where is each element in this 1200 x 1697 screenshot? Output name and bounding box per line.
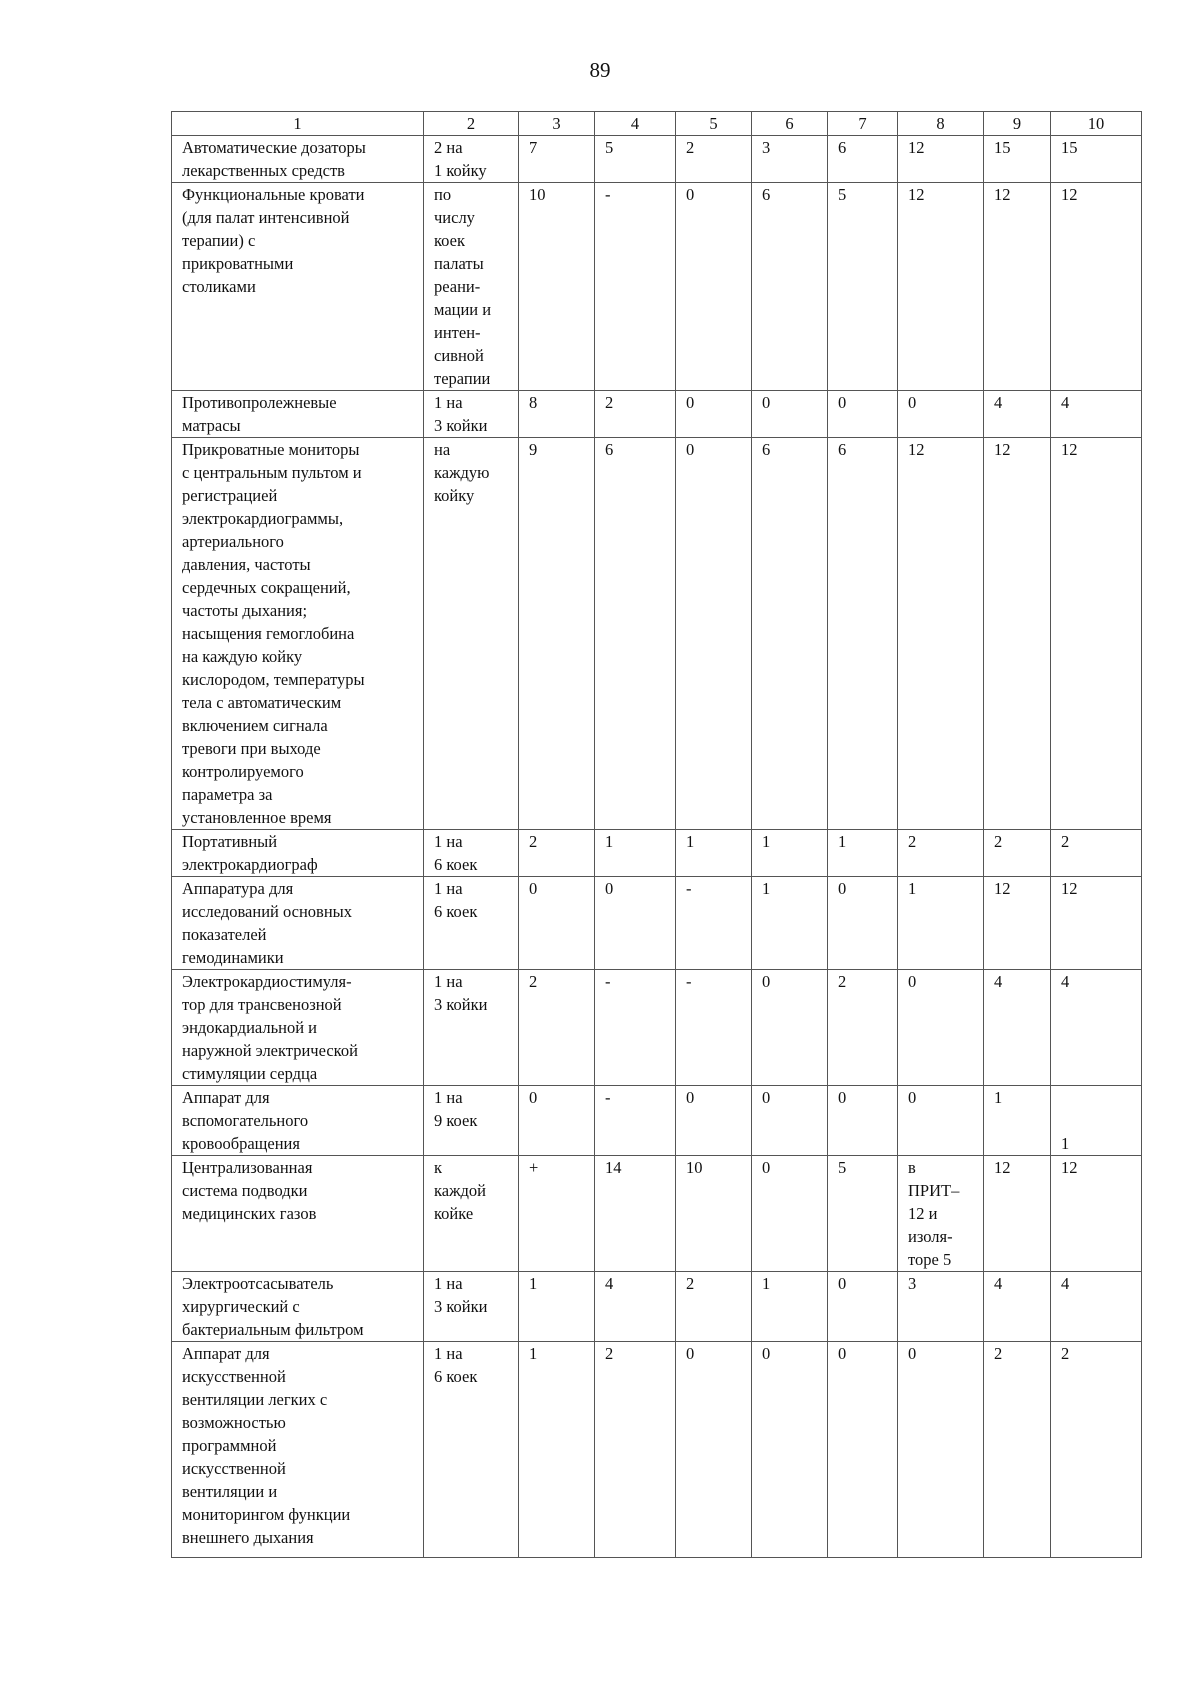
value-cell-col-7: 6: [828, 136, 898, 183]
column-header-1: 1: [172, 112, 424, 136]
value-cell-col-10: 2: [1051, 1342, 1142, 1558]
value-cell-col-5: 10: [676, 1156, 752, 1272]
equipment-name: Аппарат для вспомогательного кровообращения: [172, 1086, 424, 1156]
column-header-8: 8: [898, 112, 984, 136]
table-row: [172, 1342, 1142, 1558]
value-cell-col-7: 6: [828, 438, 898, 830]
table-row: [172, 391, 1142, 438]
equipment-name: Портативный электрокардиограф: [172, 830, 424, 877]
value-cell-col-6: 1: [752, 830, 828, 877]
equipment-norm: 1 на 6 коек: [424, 1342, 519, 1558]
value-cell-col-6: 1: [752, 1272, 828, 1342]
value-cell-col-8: 3: [898, 1272, 984, 1342]
equipment-name: Аппаратура для исследований основных показателей гемодинамики: [172, 877, 424, 970]
value-cell-col-5: 0: [676, 438, 752, 830]
value-cell-col-3: 0: [519, 877, 595, 970]
value-cell-col-8: 12: [898, 183, 984, 391]
equipment-norm: 2 на 1 койку: [424, 136, 519, 183]
value-cell-col-6: 0: [752, 1342, 828, 1558]
value-cell-col-4: -: [595, 183, 676, 391]
value-cell-col-6: 6: [752, 183, 828, 391]
equipment-norm: 1 на 6 коек: [424, 877, 519, 970]
value-cell-col-8: 12: [898, 438, 984, 830]
column-header-4: 4: [595, 112, 676, 136]
value-cell-col-9: 12: [984, 183, 1051, 391]
table-row: [172, 830, 1142, 877]
table-row: [172, 1086, 1142, 1156]
value-cell-col-7: 2: [828, 970, 898, 1086]
equipment-name: Электрокардиостимуля- тор для трансвенозной эндокардиальной и наружной электрической стимуляции сердца: [172, 970, 424, 1086]
table-row: [172, 136, 1142, 183]
value-cell-col-7: 1: [828, 830, 898, 877]
value-cell-col-5: 2: [676, 1272, 752, 1342]
value-cell-col-3: 10: [519, 183, 595, 391]
column-header-6: 6: [752, 112, 828, 136]
value-cell-col-6: 0: [752, 1156, 828, 1272]
value-cell-col-8: 0: [898, 970, 984, 1086]
value-cell-col-9: 1: [984, 1086, 1051, 1156]
value-cell-col-3: 7: [519, 136, 595, 183]
value-cell-col-3: 1: [519, 1272, 595, 1342]
equipment-name: Прикроватные мониторы с центральным пультом и регистрацией электрокардиограммы, артериального давления, частоты сердечных сокращений, частоты дыхания; насыщения гемоглобина на каждую койку кислородом, температуры тела с автоматическим включением сигнала тревоги при выходе контролируемого параметра за установленное время: [172, 438, 424, 830]
value-cell-col-8: 0: [898, 1086, 984, 1156]
table-row: [172, 438, 1142, 830]
column-header-5: 5: [676, 112, 752, 136]
value-cell-col-4: 2: [595, 391, 676, 438]
value-cell-col-10: 12: [1051, 438, 1142, 830]
value-cell-col-9: 12: [984, 877, 1051, 970]
value-cell-col-10: 15: [1051, 136, 1142, 183]
value-cell-col-4: 1: [595, 830, 676, 877]
equipment-name: Автоматические дозаторы лекарственных средств: [172, 136, 424, 183]
value-cell-col-4: 5: [595, 136, 676, 183]
equipment-norm: 1 на 9 коек: [424, 1086, 519, 1156]
value-cell-col-10: 12: [1051, 183, 1142, 391]
equipment-name: Функциональные кровати (для палат интенсивной терапии) с прикроватными столиками: [172, 183, 424, 391]
equipment-table: [171, 111, 1142, 1558]
value-cell-col-9: 4: [984, 970, 1051, 1086]
value-cell-col-8: 12: [898, 136, 984, 183]
value-cell-col-9: 4: [984, 1272, 1051, 1342]
value-cell-col-3: 0: [519, 1086, 595, 1156]
value-cell-col-3: 8: [519, 391, 595, 438]
value-cell-col-5: 0: [676, 391, 752, 438]
value-cell-col-7: 0: [828, 1272, 898, 1342]
value-cell-col-4: 0: [595, 877, 676, 970]
value-cell-col-9: 4: [984, 391, 1051, 438]
value-cell-col-3: 1: [519, 1342, 595, 1558]
table-header-row: [172, 112, 1142, 136]
value-cell-col-9: 15: [984, 136, 1051, 183]
table-row: [172, 877, 1142, 970]
value-cell-col-6: 6: [752, 438, 828, 830]
value-cell-col-10: 2: [1051, 830, 1142, 877]
column-header-2: 2: [424, 112, 519, 136]
value-cell-col-10: 4: [1051, 1272, 1142, 1342]
value-cell-col-8: 2: [898, 830, 984, 877]
value-cell-col-7: 0: [828, 1342, 898, 1558]
equipment-name: Централизованная система подводки медицинских газов: [172, 1156, 424, 1272]
value-cell-col-8: 0: [898, 1342, 984, 1558]
value-cell-col-3: 2: [519, 970, 595, 1086]
equipment-norm: на каждую койку: [424, 438, 519, 830]
equipment-norm: 1 на 6 коек: [424, 830, 519, 877]
value-cell-col-3: 2: [519, 830, 595, 877]
value-cell-col-10: 1: [1051, 1086, 1142, 1156]
column-header-7: 7: [828, 112, 898, 136]
value-cell-col-4: 2: [595, 1342, 676, 1558]
value-cell-col-7: 5: [828, 1156, 898, 1272]
value-cell-col-10: 12: [1051, 1156, 1142, 1272]
table-row: [172, 1156, 1142, 1272]
value-cell-col-8: 0: [898, 391, 984, 438]
value-cell-col-4: 6: [595, 438, 676, 830]
value-cell-col-7: 0: [828, 1086, 898, 1156]
value-cell-col-4: -: [595, 1086, 676, 1156]
value-cell-col-6: 1: [752, 877, 828, 970]
value-cell-col-4: -: [595, 970, 676, 1086]
value-cell-col-7: 0: [828, 391, 898, 438]
value-cell-col-5: -: [676, 877, 752, 970]
value-cell-col-9: 12: [984, 438, 1051, 830]
value-cell-col-6: 0: [752, 1086, 828, 1156]
value-cell-col-5: -: [676, 970, 752, 1086]
value-cell-col-10: 12: [1051, 877, 1142, 970]
equipment-name: Аппарат для искусственной вентиляции легких с возможностью программной искусственной вентиляции и мониторингом функции внешнего дыхания: [172, 1342, 424, 1558]
equipment-norm: 1 на 3 койки: [424, 1272, 519, 1342]
equipment-name: Электроотсасыватель хирургический с бактериальным фильтром: [172, 1272, 424, 1342]
value-cell-col-4: 14: [595, 1156, 676, 1272]
equipment-name: Противопролежневые матрасы: [172, 391, 424, 438]
value-cell-col-5: 1: [676, 830, 752, 877]
value-cell-col-6: 0: [752, 391, 828, 438]
equipment-norm: к каждой койке: [424, 1156, 519, 1272]
value-cell-col-10: 4: [1051, 391, 1142, 438]
page-number: 89: [589, 58, 611, 82]
column-header-10: 10: [1051, 112, 1142, 136]
column-header-9: 9: [984, 112, 1051, 136]
value-cell-col-5: 0: [676, 183, 752, 391]
column-header-3: 3: [519, 112, 595, 136]
value-cell-col-10: 4: [1051, 970, 1142, 1086]
equipment-norm: 1 на 3 койки: [424, 970, 519, 1086]
value-cell-col-9: 12: [984, 1156, 1051, 1272]
table-row: [172, 183, 1142, 391]
equipment-norm: по числу коек палаты реани- мации и интен- сивной терапии: [424, 183, 519, 391]
value-cell-col-4: 4: [595, 1272, 676, 1342]
value-cell-col-7: 0: [828, 877, 898, 970]
value-cell-col-5: 2: [676, 136, 752, 183]
value-cell-col-3: +: [519, 1156, 595, 1272]
value-cell-col-8: в ПРИТ– 12 и изоля- торе 5: [898, 1156, 984, 1272]
equipment-norm: 1 на 3 койки: [424, 391, 519, 438]
value-cell-col-9: 2: [984, 1342, 1051, 1558]
value-cell-col-7: 5: [828, 183, 898, 391]
value-cell-col-6: 0: [752, 970, 828, 1086]
table-row: [172, 970, 1142, 1086]
value-cell-col-8: 1: [898, 877, 984, 970]
value-cell-col-9: 2: [984, 830, 1051, 877]
value-cell-col-6: 3: [752, 136, 828, 183]
value-cell-col-3: 9: [519, 438, 595, 830]
table-row: [172, 1272, 1142, 1342]
value-cell-col-5: 0: [676, 1086, 752, 1156]
value-cell-col-5: 0: [676, 1342, 752, 1558]
